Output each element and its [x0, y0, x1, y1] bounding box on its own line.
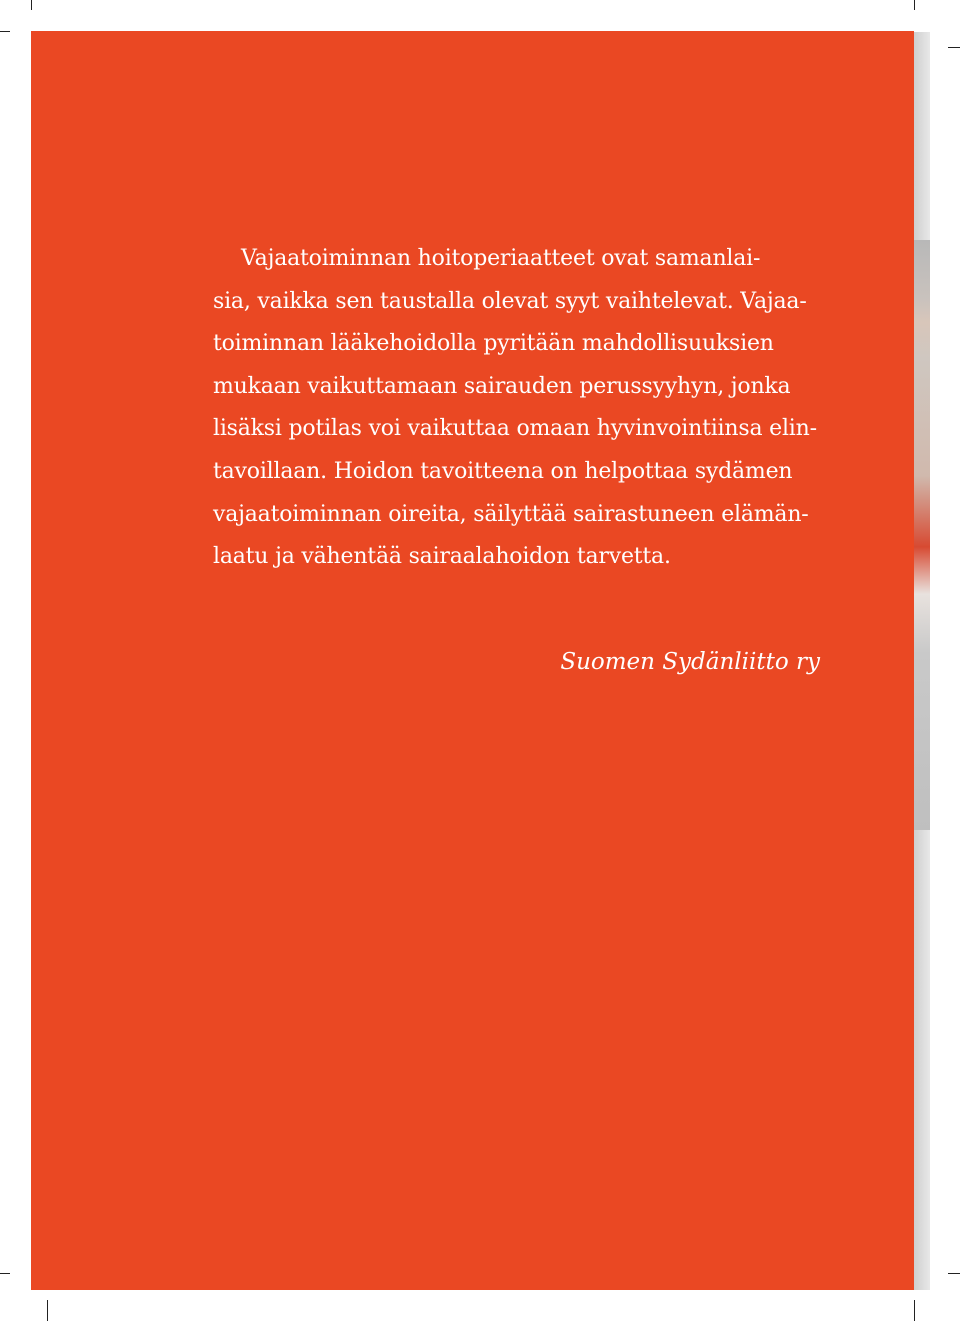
crop-mark-bottom-right-horizontal	[948, 1273, 960, 1274]
paragraph-line: toiminnan lääkehoidolla pyritään mahdollisuuksien	[213, 331, 774, 357]
crop-mark-bottom-right-vertical	[914, 1300, 915, 1321]
crop-mark-top-left-horizontal	[0, 31, 10, 32]
paragraph-line: vajaatoiminnan oireita, säilyttää sairastuneen elämän-	[213, 501, 809, 527]
signature: Suomen Sydänliitto ry	[560, 649, 820, 675]
paragraph-line: Vajaatoiminnan hoitoperiaatteet ovat samanlai-	[241, 246, 761, 271]
paragraph-line: tavoillaan. Hoidon tavoitteena on helpottaa sydämen	[213, 458, 793, 484]
spine-photo-strip	[914, 240, 930, 830]
crop-mark-top-right-horizontal	[948, 47, 960, 48]
paragraph-line: laatu ja vähentää sairaalahoidon tarvetta.	[213, 544, 671, 570]
paragraph-line: sia, vaikka sen taustalla olevat syyt vaihtelevat. Vajaa-	[213, 288, 807, 314]
paragraph-line: lisäksi potilas voi vaikuttaa omaan hyvinvointiinsa elin-	[213, 416, 817, 442]
crop-mark-top-left-vertical	[31, 0, 32, 10]
intro-paragraph	[213, 238, 823, 579]
paragraph-line: mukaan vaikuttamaan sairauden perussyyhyn, jonka	[213, 373, 791, 399]
crop-mark-bottom-left-horizontal	[0, 1273, 10, 1274]
crop-mark-top-right-vertical	[914, 0, 915, 10]
crop-mark-bottom-left-vertical	[47, 1300, 48, 1321]
